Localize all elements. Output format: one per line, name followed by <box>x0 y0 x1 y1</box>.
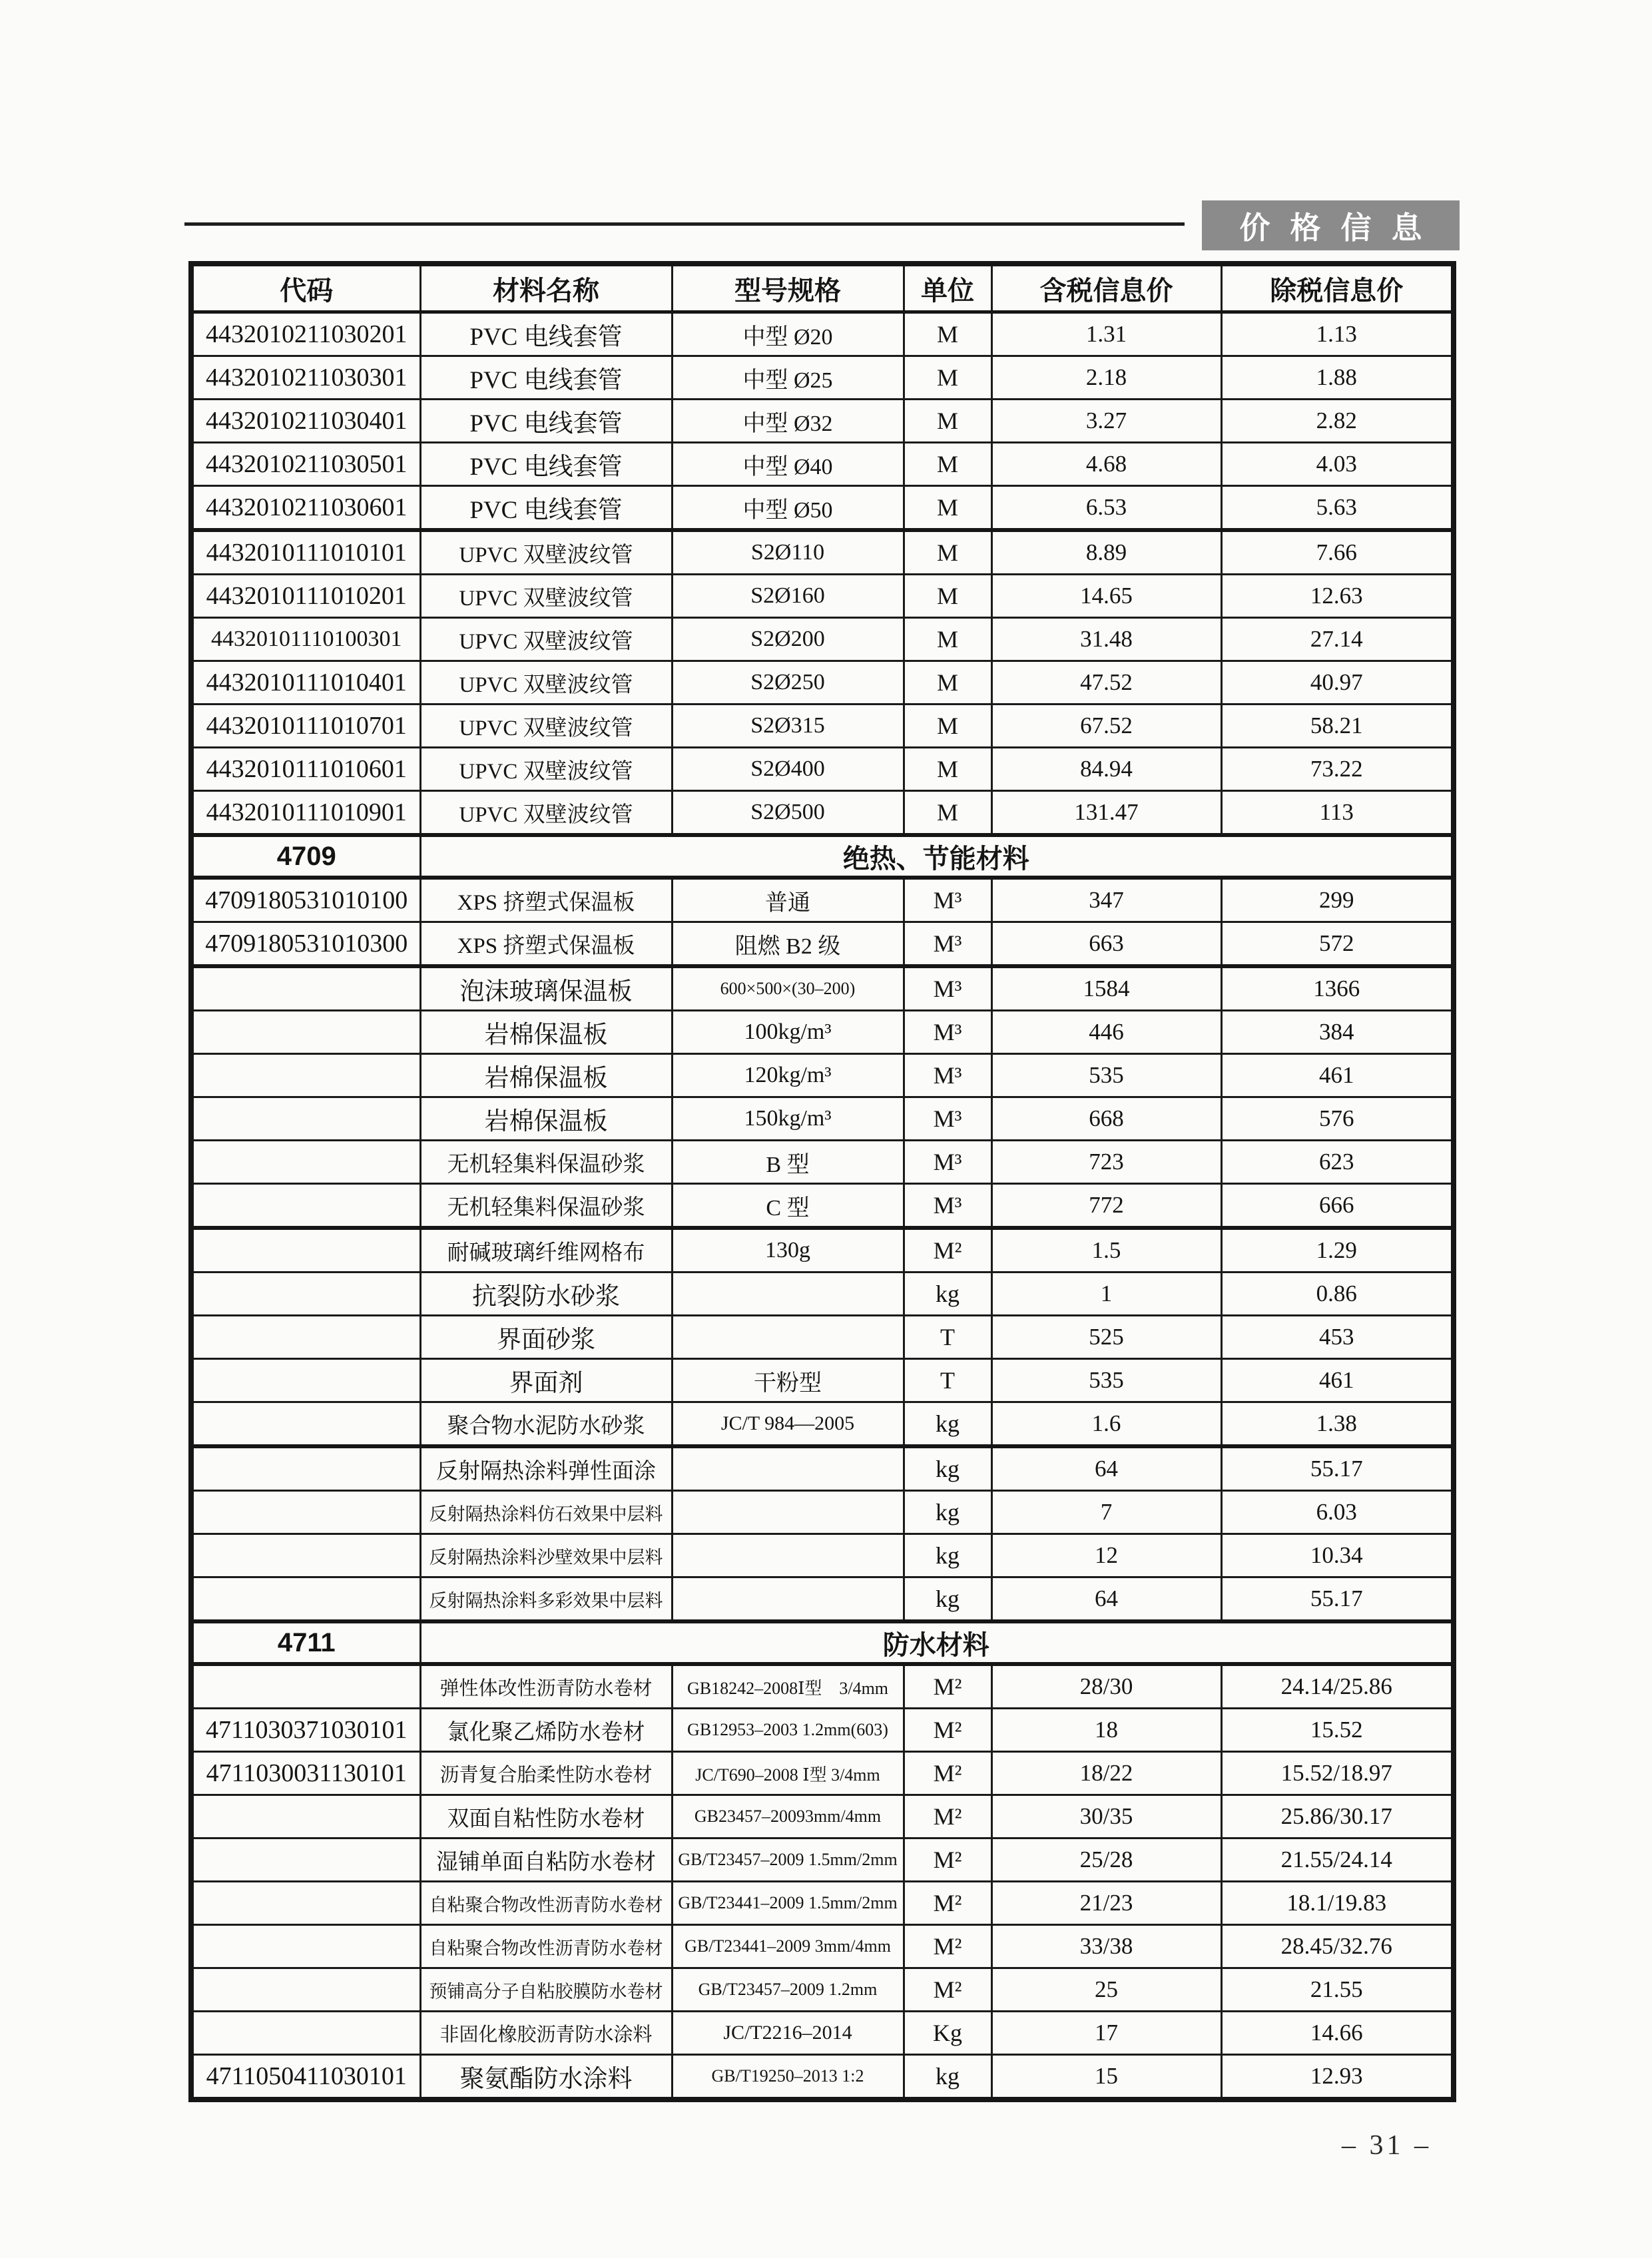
price-incl-tax-cell: 1584 <box>991 966 1221 1011</box>
spec-cell: S2Ø400 <box>672 748 904 791</box>
table-header <box>191 264 1454 312</box>
material-name-cell: 无机轻集料保温砂浆 <box>420 1184 672 1229</box>
spec-cell: S2Ø160 <box>672 575 904 618</box>
table-row <box>191 1228 1454 1272</box>
price-excl-tax-cell: 55.17 <box>1221 1577 1454 1622</box>
table-row <box>191 443 1454 486</box>
price-excl-tax-cell: 21.55 <box>1221 1968 1454 2012</box>
material-name-cell: 岩棉保温板 <box>420 1011 672 1054</box>
material-name-cell: 自粘聚合物改性沥青防水卷材 <box>420 1925 672 1968</box>
price-excl-tax-cell: 73.22 <box>1221 748 1454 791</box>
unit-cell: M <box>904 618 991 661</box>
price-excl-tax-cell: 1.38 <box>1221 1402 1454 1447</box>
spec-cell: 120kg/m³ <box>672 1054 904 1097</box>
spec-cell: JC/T 984—2005 <box>672 1402 904 1447</box>
col-header-price-incl-tax: 含税信息价 <box>991 264 1221 312</box>
material-name-cell: 预铺高分子自粘胶膜防水卷材 <box>420 1968 672 2012</box>
material-name-cell: UPVC 双壁波纹管 <box>420 791 672 836</box>
material-name-cell: 反射隔热涂料多彩效果中层料 <box>420 1577 672 1622</box>
price-incl-tax-cell: 25 <box>991 1968 1221 2012</box>
price-excl-tax-cell: 453 <box>1221 1316 1454 1359</box>
material-name-cell: PVC 电线套管 <box>420 443 672 486</box>
table-row <box>191 748 1454 791</box>
price-excl-tax-cell: 2.82 <box>1221 400 1454 443</box>
price-excl-tax-cell: 55.17 <box>1221 1446 1454 1491</box>
price-incl-tax-cell: 21/23 <box>991 1882 1221 1925</box>
material-name-cell: XPS 挤塑式保温板 <box>420 878 672 922</box>
unit-cell: M³ <box>904 878 991 922</box>
price-incl-tax-cell: 33/38 <box>991 1925 1221 1968</box>
price-incl-tax-cell: 47.52 <box>991 661 1221 705</box>
price-excl-tax-cell: 384 <box>1221 1011 1454 1054</box>
unit-cell: M² <box>904 1228 991 1272</box>
code-cell: 4432010111010401 <box>191 661 420 705</box>
table-row <box>191 400 1454 443</box>
section-code-cell: 4711 <box>191 1621 420 1664</box>
price-excl-tax-cell: 12.63 <box>1221 575 1454 618</box>
spec-cell: 100kg/m³ <box>672 1011 904 1054</box>
table-row <box>191 1011 1454 1054</box>
material-name-cell: UPVC 双壁波纹管 <box>420 530 672 575</box>
price-incl-tax-cell: 723 <box>991 1141 1221 1184</box>
col-header-unit: 单位 <box>904 264 991 312</box>
price-incl-tax-cell: 8.89 <box>991 530 1221 575</box>
spec-cell: GB23457–20093mm/4mm <box>672 1795 904 1838</box>
price-table <box>188 261 1456 2102</box>
code-cell <box>191 1882 420 1925</box>
unit-cell: M <box>904 356 991 400</box>
material-name-cell: 聚氨酯防水涂料 <box>420 2055 672 2100</box>
material-name-cell: PVC 电线套管 <box>420 486 672 531</box>
price-incl-tax-cell: 2.18 <box>991 356 1221 400</box>
spec-cell <box>672 1446 904 1491</box>
table-row <box>191 1882 1454 1925</box>
price-excl-tax-cell: 1.29 <box>1221 1228 1454 1272</box>
price-incl-tax-cell: 64 <box>991 1446 1221 1491</box>
code-cell: 4432010211030601 <box>191 486 420 531</box>
table-row <box>191 705 1454 748</box>
material-name-cell: PVC 电线套管 <box>420 312 672 356</box>
material-name-cell: 耐碱玻璃纤维网格布 <box>420 1228 672 1272</box>
code-cell <box>191 1316 420 1359</box>
material-name-cell: 沥青复合胎柔性防水卷材 <box>420 1752 672 1795</box>
code-cell <box>191 1097 420 1141</box>
table-row <box>191 1054 1454 1097</box>
material-name-cell: 湿铺单面自粘防水卷材 <box>420 1838 672 1882</box>
table-row <box>191 1664 1454 1709</box>
table-row <box>191 618 1454 661</box>
table-row <box>191 2012 1454 2055</box>
table-row <box>191 1709 1454 1752</box>
price-excl-tax-cell: 1.88 <box>1221 356 1454 400</box>
price-excl-tax-cell: 27.14 <box>1221 618 1454 661</box>
code-cell <box>191 1184 420 1229</box>
table-row <box>191 1491 1454 1534</box>
section-row <box>191 1621 1454 1664</box>
price-excl-tax-cell: 576 <box>1221 1097 1454 1141</box>
unit-cell: M <box>904 486 991 531</box>
price-excl-tax-cell: 299 <box>1221 878 1454 922</box>
table-row <box>191 922 1454 967</box>
col-header-price-excl-tax: 除税信息价 <box>1221 264 1454 312</box>
code-cell <box>191 1446 420 1491</box>
material-name-cell: 岩棉保温板 <box>420 1097 672 1141</box>
unit-cell: M² <box>904 1968 991 2012</box>
unit-cell: kg <box>904 1491 991 1534</box>
price-incl-tax-cell: 18/22 <box>991 1752 1221 1795</box>
code-cell <box>191 1054 420 1097</box>
unit-cell: Kg <box>904 2012 991 2055</box>
price-incl-tax-cell: 25/28 <box>991 1838 1221 1882</box>
price-incl-tax-cell: 14.65 <box>991 575 1221 618</box>
table-row <box>191 1316 1454 1359</box>
table-row <box>191 486 1454 531</box>
table-row <box>191 791 1454 836</box>
table-row <box>191 1272 1454 1316</box>
material-name-cell: XPS 挤塑式保温板 <box>420 922 672 967</box>
unit-cell: M³ <box>904 966 991 1011</box>
table-row <box>191 661 1454 705</box>
spec-cell <box>672 1316 904 1359</box>
spec-cell: JC/T690–2008 Ⅰ型 3/4mm <box>672 1752 904 1795</box>
unit-cell: M³ <box>904 922 991 967</box>
unit-cell: M³ <box>904 1054 991 1097</box>
material-name-cell: UPVC 双壁波纹管 <box>420 618 672 661</box>
code-cell: 4711030371030101 <box>191 1709 420 1752</box>
price-incl-tax-cell: 67.52 <box>991 705 1221 748</box>
spec-cell: S2Ø110 <box>672 530 904 575</box>
price-excl-tax-cell: 15.52 <box>1221 1709 1454 1752</box>
unit-cell: M² <box>904 1882 991 1925</box>
unit-cell: M <box>904 748 991 791</box>
material-name-cell: 双面自粘性防水卷材 <box>420 1795 672 1838</box>
price-excl-tax-cell: 12.93 <box>1221 2055 1454 2100</box>
spec-cell: 130g <box>672 1228 904 1272</box>
material-name-cell: 弹性体改性沥青防水卷材 <box>420 1664 672 1709</box>
price-excl-tax-cell: 461 <box>1221 1359 1454 1402</box>
price-excl-tax-cell: 14.66 <box>1221 2012 1454 2055</box>
price-excl-tax-cell: 6.03 <box>1221 1491 1454 1534</box>
material-name-cell: PVC 电线套管 <box>420 400 672 443</box>
price-excl-tax-cell: 40.97 <box>1221 661 1454 705</box>
code-cell: 4709180531010300 <box>191 922 420 967</box>
spec-cell: 600×500×(30–200) <box>672 966 904 1011</box>
price-incl-tax-cell: 1.31 <box>991 312 1221 356</box>
unit-cell: kg <box>904 1577 991 1622</box>
spec-cell: 阻燃 B2 级 <box>672 922 904 967</box>
code-cell <box>191 1011 420 1054</box>
price-excl-tax-cell: 623 <box>1221 1141 1454 1184</box>
unit-cell: kg <box>904 1272 991 1316</box>
spec-cell: GB/T23441–2009 1.5mm/2mm <box>672 1882 904 1925</box>
table-row <box>191 356 1454 400</box>
price-incl-tax-cell: 64 <box>991 1577 1221 1622</box>
material-name-cell: 氯化聚乙烯防水卷材 <box>420 1709 672 1752</box>
price-incl-tax-cell: 17 <box>991 2012 1221 2055</box>
price-excl-tax-cell: 18.1/19.83 <box>1221 1882 1454 1925</box>
price-incl-tax-cell: 446 <box>991 1011 1221 1054</box>
material-name-cell: PVC 电线套管 <box>420 356 672 400</box>
unit-cell: M³ <box>904 1141 991 1184</box>
spec-cell: GB12953–2003 1.2mm(603) <box>672 1709 904 1752</box>
price-excl-tax-cell: 5.63 <box>1221 486 1454 531</box>
code-cell: 4432010211030201 <box>191 312 420 356</box>
code-cell: 4432010111010901 <box>191 791 420 836</box>
code-cell <box>191 2012 420 2055</box>
table-row <box>191 1795 1454 1838</box>
table-row <box>191 878 1454 922</box>
unit-cell: kg <box>904 1446 991 1491</box>
table-row <box>191 1097 1454 1141</box>
col-header-material-name: 材料名称 <box>420 264 672 312</box>
unit-cell: T <box>904 1359 991 1402</box>
table-row <box>191 1577 1454 1622</box>
table-row <box>191 2055 1454 2100</box>
unit-cell: T <box>904 1316 991 1359</box>
price-excl-tax-cell: 21.55/24.14 <box>1221 1838 1454 1882</box>
price-incl-tax-cell: 84.94 <box>991 748 1221 791</box>
price-excl-tax-cell: 461 <box>1221 1054 1454 1097</box>
code-cell <box>191 1272 420 1316</box>
price-incl-tax-cell: 31.48 <box>991 618 1221 661</box>
material-name-cell: UPVC 双壁波纹管 <box>420 748 672 791</box>
spec-cell: 中型 Ø25 <box>672 356 904 400</box>
spec-cell: 中型 Ø40 <box>672 443 904 486</box>
header-row <box>191 264 1454 312</box>
table-row <box>191 1968 1454 2012</box>
material-name-cell: UPVC 双壁波纹管 <box>420 661 672 705</box>
code-cell <box>191 1228 420 1272</box>
table-row <box>191 530 1454 575</box>
price-incl-tax-cell: 535 <box>991 1054 1221 1097</box>
price-excl-tax-cell: 15.52/18.97 <box>1221 1752 1454 1795</box>
code-cell: 4432010111010201 <box>191 575 420 618</box>
price-incl-tax-cell: 15 <box>991 2055 1221 2100</box>
price-excl-tax-cell: 10.34 <box>1221 1534 1454 1577</box>
table-row <box>191 575 1454 618</box>
spec-cell: GB/T23457–2009 1.5mm/2mm <box>672 1838 904 1882</box>
price-incl-tax-cell: 18 <box>991 1709 1221 1752</box>
price-incl-tax-cell: 1.6 <box>991 1402 1221 1447</box>
unit-cell: M <box>904 400 991 443</box>
table-row <box>191 1402 1454 1447</box>
material-name-cell: 岩棉保温板 <box>420 1054 672 1097</box>
price-incl-tax-cell: 535 <box>991 1359 1221 1402</box>
code-cell <box>191 1795 420 1838</box>
price-excl-tax-cell: 7.66 <box>1221 530 1454 575</box>
spec-cell: GB/T19250–2013 1:2 <box>672 2055 904 2100</box>
price-incl-tax-cell: 663 <box>991 922 1221 967</box>
price-excl-tax-cell: 0.86 <box>1221 1272 1454 1316</box>
unit-cell: M <box>904 575 991 618</box>
price-excl-tax-cell: 4.03 <box>1221 443 1454 486</box>
section-title-cell: 绝热、节能材料 <box>420 835 1454 878</box>
col-header-code: 代码 <box>191 264 420 312</box>
unit-cell: M² <box>904 1752 991 1795</box>
price-incl-tax-cell: 1 <box>991 1272 1221 1316</box>
unit-cell: M <box>904 530 991 575</box>
spec-cell <box>672 1272 904 1316</box>
spec-cell: GB/T23457–2009 1.2mm <box>672 1968 904 2012</box>
spec-cell: S2Ø500 <box>672 791 904 836</box>
spec-cell <box>672 1534 904 1577</box>
table-row <box>191 1359 1454 1402</box>
unit-cell: kg <box>904 1534 991 1577</box>
code-cell: 4711050411030101 <box>191 2055 420 2100</box>
spec-cell: S2Ø315 <box>672 705 904 748</box>
spec-cell: S2Ø250 <box>672 661 904 705</box>
price-incl-tax-cell: 347 <box>991 878 1221 922</box>
code-cell <box>191 1664 420 1709</box>
page-number: – 31 – <box>1342 2130 1432 2161</box>
code-cell <box>191 1968 420 2012</box>
code-cell <box>191 1491 420 1534</box>
material-name-cell: 界面砂浆 <box>420 1316 672 1359</box>
unit-cell: kg <box>904 1402 991 1447</box>
table-row <box>191 966 1454 1011</box>
code-cell: 4432010111010701 <box>191 705 420 748</box>
code-cell: 4432010111010601 <box>191 748 420 791</box>
spec-cell <box>672 1577 904 1622</box>
unit-cell: M <box>904 312 991 356</box>
material-name-cell: 抗裂防水砂浆 <box>420 1272 672 1316</box>
table-row <box>191 312 1454 356</box>
material-name-cell: 无机轻集料保温砂浆 <box>420 1141 672 1184</box>
header-rule <box>184 222 1185 226</box>
unit-cell: M² <box>904 1925 991 1968</box>
section-title-cell: 防水材料 <box>420 1621 1454 1664</box>
code-cell <box>191 1925 420 1968</box>
spec-cell: GB18242–2008Ⅰ型 3/4mm <box>672 1664 904 1709</box>
table-row <box>191 1446 1454 1491</box>
page-header-tab <box>1202 200 1460 250</box>
code-cell: 4709180531010100 <box>191 878 420 922</box>
unit-cell: M² <box>904 1795 991 1838</box>
price-incl-tax-cell: 12 <box>991 1534 1221 1577</box>
spec-cell: 普通 <box>672 878 904 922</box>
price-incl-tax-cell: 6.53 <box>991 486 1221 531</box>
code-cell <box>191 966 420 1011</box>
unit-cell: kg <box>904 2055 991 2100</box>
table-row <box>191 1838 1454 1882</box>
price-excl-tax-cell: 572 <box>1221 922 1454 967</box>
unit-cell: M³ <box>904 1097 991 1141</box>
spec-cell: S2Ø200 <box>672 618 904 661</box>
spec-cell: 150kg/m³ <box>672 1097 904 1141</box>
price-excl-tax-cell: 1.13 <box>1221 312 1454 356</box>
price-excl-tax-cell: 666 <box>1221 1184 1454 1229</box>
price-incl-tax-cell: 772 <box>991 1184 1221 1229</box>
unit-cell: M <box>904 443 991 486</box>
code-cell: 4432010211030501 <box>191 443 420 486</box>
table-row <box>191 1184 1454 1229</box>
code-cell: 4432010211030401 <box>191 400 420 443</box>
price-incl-tax-cell: 131.47 <box>991 791 1221 836</box>
spec-cell: JC/T2216–2014 <box>672 2012 904 2055</box>
material-name-cell: UPVC 双壁波纹管 <box>420 705 672 748</box>
price-excl-tax-cell: 28.45/32.76 <box>1221 1925 1454 1968</box>
unit-cell: M <box>904 791 991 836</box>
table-row <box>191 1752 1454 1795</box>
unit-cell: M³ <box>904 1184 991 1229</box>
code-cell: 4711030031130101 <box>191 1752 420 1795</box>
col-header-spec: 型号规格 <box>672 264 904 312</box>
price-incl-tax-cell: 525 <box>991 1316 1221 1359</box>
price-incl-tax-cell: 1.5 <box>991 1228 1221 1272</box>
spec-cell: 中型 Ø50 <box>672 486 904 531</box>
unit-cell: M³ <box>904 1011 991 1054</box>
unit-cell: M² <box>904 1709 991 1752</box>
material-name-cell: 自粘聚合物改性沥青防水卷材 <box>420 1882 672 1925</box>
spec-cell: GB/T23441–2009 3mm/4mm <box>672 1925 904 1968</box>
spec-cell: 中型 Ø32 <box>672 400 904 443</box>
price-excl-tax-cell: 24.14/25.86 <box>1221 1664 1454 1709</box>
price-incl-tax-cell: 668 <box>991 1097 1221 1141</box>
code-cell <box>191 1141 420 1184</box>
spec-cell: 中型 Ø20 <box>672 312 904 356</box>
price-incl-tax-cell: 28/30 <box>991 1664 1221 1709</box>
material-name-cell: 反射隔热涂料弹性面涂 <box>420 1446 672 1491</box>
code-cell <box>191 1534 420 1577</box>
price-incl-tax-cell: 3.27 <box>991 400 1221 443</box>
unit-cell: M <box>904 661 991 705</box>
price-incl-tax-cell: 4.68 <box>991 443 1221 486</box>
code-cell <box>191 1577 420 1622</box>
material-name-cell: 非固化橡胶沥青防水涂料 <box>420 2012 672 2055</box>
price-excl-tax-cell: 25.86/30.17 <box>1221 1795 1454 1838</box>
material-name-cell: UPVC 双壁波纹管 <box>420 575 672 618</box>
spec-cell: C 型 <box>672 1184 904 1229</box>
unit-cell: M² <box>904 1664 991 1709</box>
unit-cell: M <box>904 705 991 748</box>
table-row <box>191 1141 1454 1184</box>
material-name-cell: 反射隔热涂料沙壁效果中层料 <box>420 1534 672 1577</box>
table-row <box>191 1925 1454 1968</box>
code-cell: 4432010111010101 <box>191 530 420 575</box>
price-excl-tax-cell: 113 <box>1221 791 1454 836</box>
material-name-cell: 泡沫玻璃保温板 <box>420 966 672 1011</box>
code-cell <box>191 1838 420 1882</box>
price-excl-tax-cell: 1366 <box>1221 966 1454 1011</box>
material-name-cell: 反射隔热涂料仿石效果中层料 <box>420 1491 672 1534</box>
spec-cell <box>672 1491 904 1534</box>
code-cell: 44320101110100301 <box>191 618 420 661</box>
spec-cell: B 型 <box>672 1141 904 1184</box>
spec-cell: 干粉型 <box>672 1359 904 1402</box>
code-cell: 4432010211030301 <box>191 356 420 400</box>
material-name-cell: 聚合物水泥防水砂浆 <box>420 1402 672 1447</box>
table-body <box>191 312 1454 2100</box>
section-code-cell: 4709 <box>191 835 420 878</box>
code-cell <box>191 1359 420 1402</box>
price-incl-tax-cell: 30/35 <box>991 1795 1221 1838</box>
price-incl-tax-cell: 7 <box>991 1491 1221 1534</box>
code-cell <box>191 1402 420 1447</box>
price-excl-tax-cell: 58.21 <box>1221 705 1454 748</box>
material-name-cell: 界面剂 <box>420 1359 672 1402</box>
table-row <box>191 1534 1454 1577</box>
section-row <box>191 835 1454 878</box>
page-header-tab-label: 价格信息 <box>1239 210 1442 245</box>
unit-cell: M² <box>904 1838 991 1882</box>
